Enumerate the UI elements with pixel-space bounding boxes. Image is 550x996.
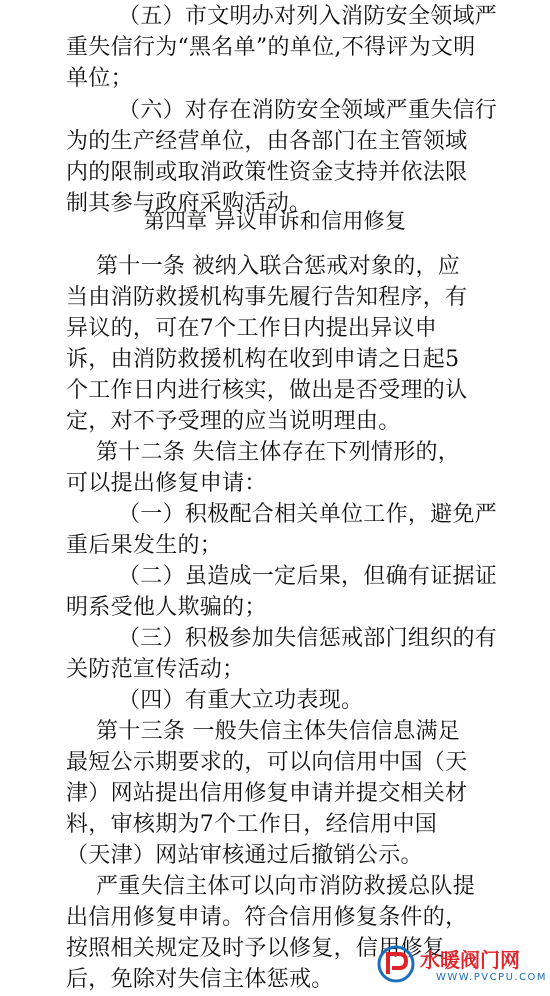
text-line: 为的生产经营单位，由各部门在主管领域 — [66, 129, 468, 154]
text-line: 单位； — [66, 66, 133, 91]
text-line: 异议的，可在7个工作日内提出异议申 — [66, 316, 438, 341]
chapter-heading: 第四章 异议申诉和信用修复 — [143, 209, 407, 233]
site-watermark — [376, 942, 548, 990]
text-line: （四）有重大立功表现。 — [118, 688, 364, 713]
text-line: 内的限制或取消政策性资金支持并依法限 — [66, 160, 468, 185]
text-line: 制其参与政府采购活动。 — [66, 191, 312, 216]
text-line: 重后果发生的； — [66, 533, 223, 558]
text-line: 明系受他人欺骗的； — [66, 595, 267, 620]
text-line: 关防范宣传活动； — [66, 657, 245, 682]
text-line: （三）积极参加失信惩戒部门组织的有 — [118, 626, 498, 651]
text-line: 第十三条 一般失信主体失信信息满足 — [96, 719, 461, 744]
text-line: 当由消防救援机构事先履行告知程序，有 — [66, 285, 468, 310]
text-line: 出信用修复申请。符合信用修复条件的， — [66, 905, 468, 930]
text-line: 后，免除对失信主体惩戒。 — [66, 967, 334, 992]
text-line: 第十二条 失信主体存在下列情形的， — [96, 440, 461, 465]
text-line: 定，对不予受理的应当说明理由。 — [66, 409, 401, 434]
text-line: 诉，由消防救援机构在收到申请之日起5 — [66, 347, 460, 372]
text-line: （二）虽造成一定后果，但确有证据证 — [118, 564, 498, 589]
text-line: （天津）网站审核通过后撤销公示。 — [66, 843, 423, 868]
text-line: 按照相关规定及时予以修复，信用修复 — [66, 936, 446, 961]
text-line: （一）积极配合相关单位工作，避免严 — [118, 502, 498, 527]
site-logo-icon — [376, 944, 416, 984]
text-line: 第十一条 被纳入联合惩戒对象的，应 — [96, 254, 461, 279]
text-line: 最短公示期要求的，可以向信用中国（天 — [66, 750, 468, 775]
watermark-url: WWW.PVCPU.COM — [436, 972, 548, 983]
text-line: 可以提出修复申请： — [66, 471, 267, 496]
text-line: 料，审核期为7个工作日，经信用中国 — [66, 812, 438, 837]
text-line: 严重失信主体可以向市消防救援总队提 — [96, 874, 476, 899]
text-line: 津）网站提出信用修复申请并提交相关材 — [66, 781, 468, 806]
text-line: 重失信行为“黑名单”的单位,不得评为文明 — [66, 35, 476, 60]
text-line: （六）对存在消防安全领域严重失信行 — [118, 98, 498, 123]
watermark-title: 水暖阀门网 — [420, 948, 520, 972]
text-line: 个工作日内进行核实，做出是否受理的认 — [66, 378, 468, 403]
text-line: （五）市文明办对列入消防安全领域严 — [118, 4, 498, 29]
